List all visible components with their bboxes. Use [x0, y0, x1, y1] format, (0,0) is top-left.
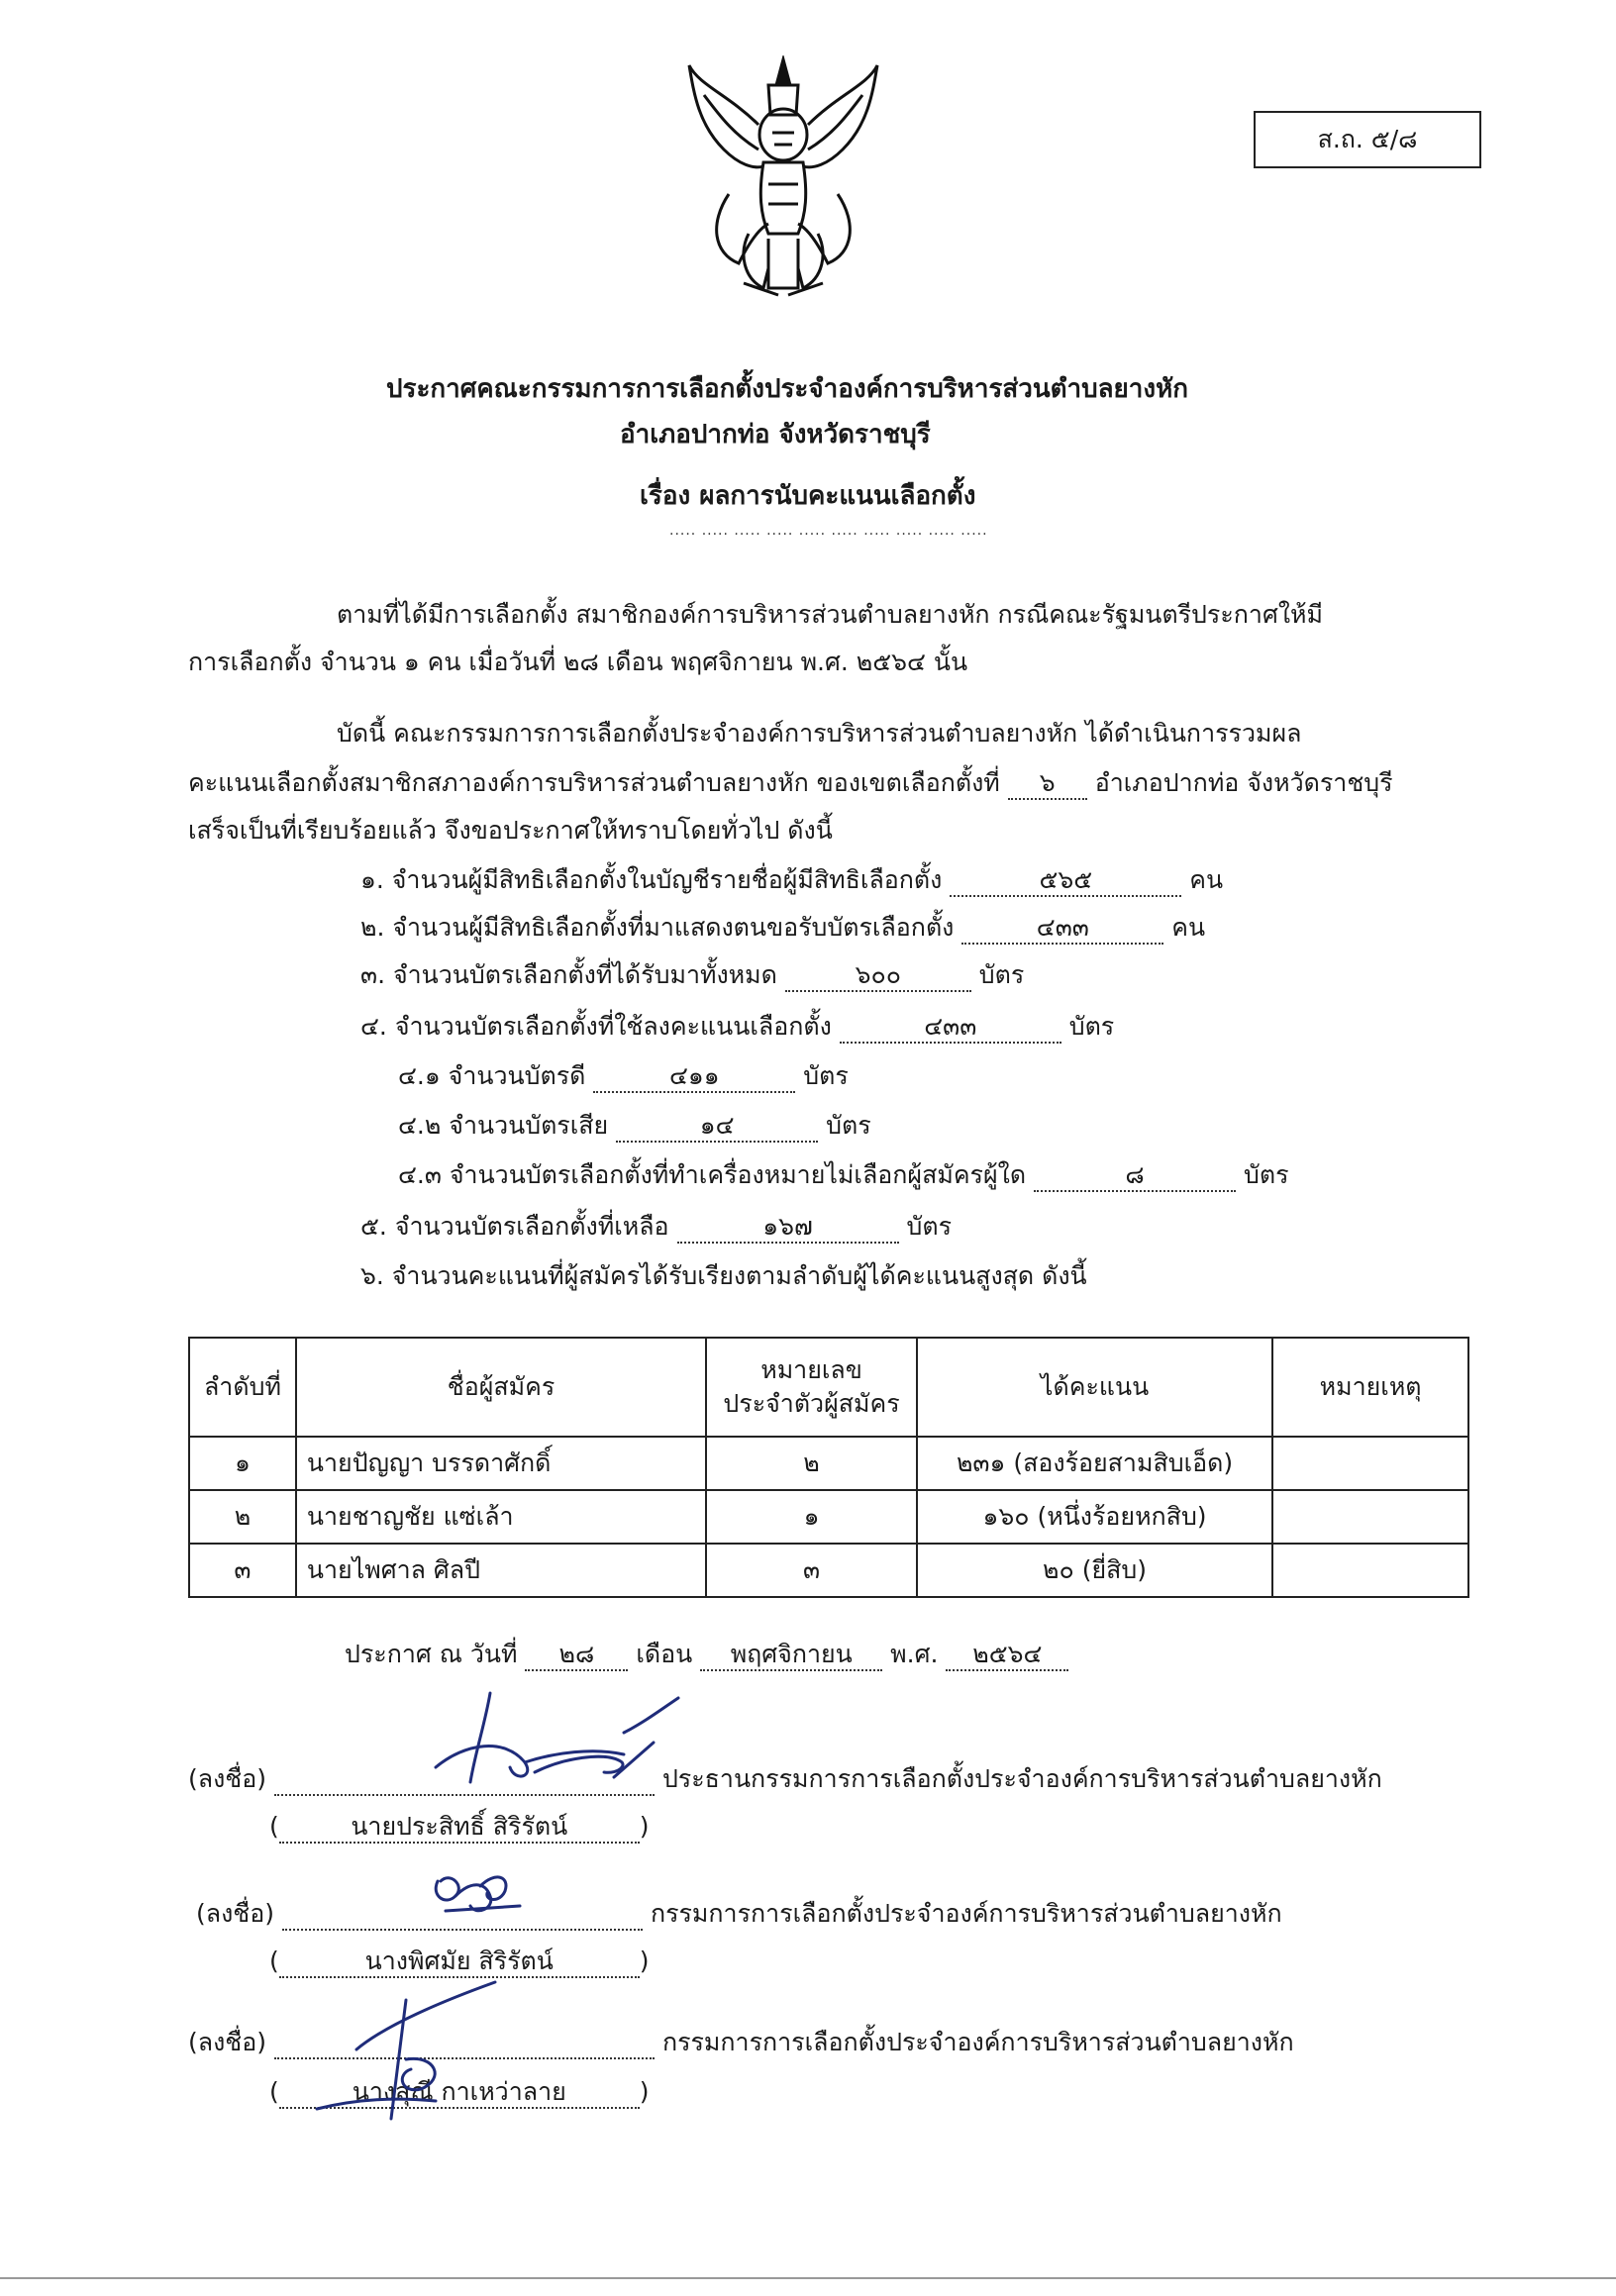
- results-table: [188, 1337, 1469, 1598]
- header-title-line1: ประกาศคณะกรรมการการเลือกตั้งประจำองค์การบริหารส่วนตำบลยางหัก: [386, 374, 1188, 404]
- item-3-value: ๖๐๐: [785, 960, 971, 992]
- col-number-header-line1: หมายเลข: [760, 1355, 862, 1384]
- sign-name-row-1: ( นายประสิทธิ์ สิริรัตน์ ): [269, 1810, 650, 1844]
- row-number: ๓: [706, 1544, 917, 1597]
- row-name: นายปัญญา บรรดาศักดิ์: [296, 1437, 706, 1490]
- row-note: [1272, 1544, 1468, 1597]
- item-4-value: ๔๓๓: [840, 1012, 1061, 1044]
- form-code: ส.ถ. ๕/๘: [1317, 125, 1418, 153]
- para1-line1: ตามที่ได้มีการเลือกตั้ง สมาชิกองค์การบริหารส่วนตำบลยางหัก กรณีคณะรัฐมนตรีประกาศให้มี: [337, 600, 1323, 629]
- item-5-label: ๕. จำนวนบัตรเลือกตั้งที่เหลือ: [360, 1212, 669, 1241]
- item-1: [360, 863, 1223, 897]
- item-5: [360, 1210, 952, 1244]
- sign-name-2: นางพิศมัย สิริรัตน์: [279, 1947, 640, 1978]
- col-number-header: [706, 1338, 917, 1437]
- sign-label-1: (ลงชื่อ): [188, 1764, 267, 1793]
- para2-line2: [188, 766, 1393, 800]
- form-code-box: [1254, 111, 1481, 168]
- row-note: [1272, 1490, 1468, 1544]
- table-header-row: [189, 1338, 1468, 1437]
- item-4-label: ๔. จำนวนบัตรเลือกตั้งที่ใช้ลงคะแนนเลือกตั้ง: [360, 1012, 832, 1041]
- item-4-1: [398, 1059, 849, 1093]
- item-4-unit: บัตร: [1068, 1012, 1115, 1041]
- item-1-unit: คน: [1189, 865, 1224, 894]
- item-4-2: [398, 1109, 871, 1143]
- row-number: ๒: [706, 1437, 917, 1490]
- announce-date: [345, 1638, 1068, 1671]
- header-divider: ..... ..... ..... ..... ..... ..... ..... ..... ..... .....: [669, 523, 988, 539]
- item-4-3: [398, 1158, 1289, 1192]
- garuda-emblem-icon: [669, 55, 897, 299]
- item-4-3-unit: บัตร: [1243, 1160, 1289, 1189]
- table-row: [189, 1544, 1468, 1597]
- handwritten-signature-3: [297, 1980, 515, 2129]
- announce-month-label: เดือน: [636, 1640, 693, 1668]
- row-note: [1272, 1437, 1468, 1490]
- item-4-2-label: ๔.๒ จำนวนบัตรเสีย: [398, 1111, 609, 1140]
- item-1-label: ๑. จำนวนผู้มีสิทธิเลือกตั้งในบัญชีรายชื่อผู้มีสิทธิเลือกตั้ง: [360, 865, 943, 894]
- item-3-label: ๓. จำนวนบัตรเลือกตั้งที่ได้รับมาทั้งหมด: [360, 960, 777, 989]
- announce-year: ๒๕๖๔: [946, 1640, 1068, 1671]
- col-number-header-line2: ประจำตัวผู้สมัคร: [723, 1389, 900, 1418]
- sign-name-1: นายประสิทธิ์ สิริรัตน์: [279, 1812, 640, 1844]
- para2-line2-text: คะแนนเลือกตั้งสมาชิกสภาองค์การบริหารส่วนตำบลยางหัก ของเขตเลือกตั้งที่: [188, 768, 1000, 797]
- col-rank-header: ลำดับที่: [189, 1338, 296, 1437]
- signature-2: [196, 1897, 1282, 1931]
- item-4-1-label: ๔.๑ จำนวนบัตรดี: [398, 1061, 586, 1090]
- item-4-1-value: ๔๑๑: [593, 1061, 795, 1093]
- sign-name-3: นางสุณี กาเหว่าลาย: [279, 2077, 640, 2109]
- table-row: [189, 1437, 1468, 1490]
- item-4-2-value: ๑๔: [616, 1111, 818, 1143]
- row-rank: ๓: [189, 1544, 296, 1597]
- item-5-unit: บัตร: [906, 1212, 953, 1241]
- sign-role-2: กรรมการการเลือกตั้งประจำองค์การบริหารส่วนตำบลยางหัก: [650, 1899, 1282, 1928]
- col-votes-header: ได้คะแนน: [917, 1338, 1272, 1437]
- bottom-rule: [0, 2277, 1616, 2279]
- para2-line2-tail: อำเภอปากท่อ จังหวัดราชบุรี: [1094, 768, 1393, 797]
- signature-1: [188, 1762, 1382, 1796]
- header-title-line2: อำเภอปากท่อ จังหวัดราชบุรี: [620, 420, 931, 449]
- item-2-label: ๒. จำนวนผู้มีสิทธิเลือกตั้งที่มาแสดงตนขอรับบัตรเลือกตั้ง: [360, 913, 955, 942]
- table-row: [189, 1490, 1468, 1544]
- handwritten-signature-2: [426, 1861, 545, 1931]
- item-1-value: ๕๖๕: [950, 865, 1181, 897]
- row-votes: ๒๐ (ยี่สิบ): [917, 1544, 1272, 1597]
- para2-line1: บัดนี้ คณะกรรมการการเลือกตั้งประจำองค์การบริหารส่วนตำบลยางหัก ได้ดำเนินการรวมผล: [337, 719, 1302, 748]
- item-2-unit: คน: [1171, 913, 1206, 942]
- sign-label-3: (ลงชื่อ): [188, 2028, 267, 2056]
- sign-name-row-3: ( นางสุณี กาเหว่าลาย ): [269, 2075, 650, 2109]
- header-subject: เรื่อง ผลการนับคะแนนเลือกตั้ง: [640, 481, 976, 511]
- item-2: [360, 911, 1205, 945]
- row-name: นายไพศาล ศิลปี: [296, 1544, 706, 1597]
- row-rank: ๑: [189, 1437, 296, 1490]
- announce-month: พฤศจิกายน: [700, 1640, 882, 1671]
- row-votes: ๒๓๑ (สองร้อยสามสิบเอ็ด): [917, 1437, 1272, 1490]
- announce-year-label: พ.ศ.: [890, 1640, 939, 1668]
- item-3-unit: บัตร: [978, 960, 1025, 989]
- row-number: ๑: [706, 1490, 917, 1544]
- item-6: ๖. จำนวนคะแนนที่ผู้สมัครได้รับเรียงตามลำดับผู้ได้คะแนนสูงสุด ดังนี้: [360, 1261, 1087, 1290]
- item-5-value: ๑๖๗: [677, 1212, 899, 1244]
- sign-role-1: ประธานกรรมการการเลือกตั้งประจำองค์การบริหารส่วนตำบลยางหัก: [661, 1764, 1382, 1793]
- row-votes: ๑๖๐ (หนึ่งร้อยหกสิบ): [917, 1490, 1272, 1544]
- handwritten-signature-1: [416, 1683, 683, 1802]
- row-rank: ๒: [189, 1490, 296, 1544]
- item-3: [360, 958, 1024, 992]
- col-name-header: ชื่อผู้สมัคร: [296, 1338, 706, 1437]
- announce-day: ๒๘: [525, 1640, 628, 1671]
- sign-name-row-2: ( นางพิศมัย สิริรัตน์ ): [269, 1945, 650, 1978]
- para1-line2: การเลือกตั้ง จำนวน ๑ คน เมื่อวันที่ ๒๘ เดือน พฤศจิกายน พ.ศ. ๒๕๖๔ นั้น: [188, 648, 968, 676]
- sign-label-2: (ลงชื่อ): [196, 1899, 275, 1928]
- item-4-3-value: ๘: [1034, 1160, 1236, 1192]
- col-note-header: หมายเหตุ: [1272, 1338, 1468, 1437]
- row-name: นายชาญชัย แซ่เล้า: [296, 1490, 706, 1544]
- para2-line3: เสร็จเป็นที่เรียบร้อยแล้ว จึงขอประกาศให้ทราบโดยทั่วไป ดังนี้: [188, 816, 833, 845]
- item-2-value: ๔๓๓: [961, 913, 1163, 945]
- item-4-1-unit: บัตร: [803, 1061, 849, 1090]
- item-4-3-label: ๔.๓ จำนวนบัตรเลือกตั้งที่ทำเครื่องหมายไม่เลือกผู้สมัครผู้ใด: [398, 1160, 1027, 1189]
- announce-prefix: ประกาศ ณ วันที่: [345, 1640, 518, 1668]
- item-4: [360, 1010, 1114, 1044]
- item-4-2-unit: บัตร: [826, 1111, 871, 1140]
- district-number: ๖: [1008, 768, 1087, 800]
- sign-role-3: กรรมการการเลือกตั้งประจำองค์การบริหารส่วนตำบลยางหัก: [661, 2028, 1294, 2056]
